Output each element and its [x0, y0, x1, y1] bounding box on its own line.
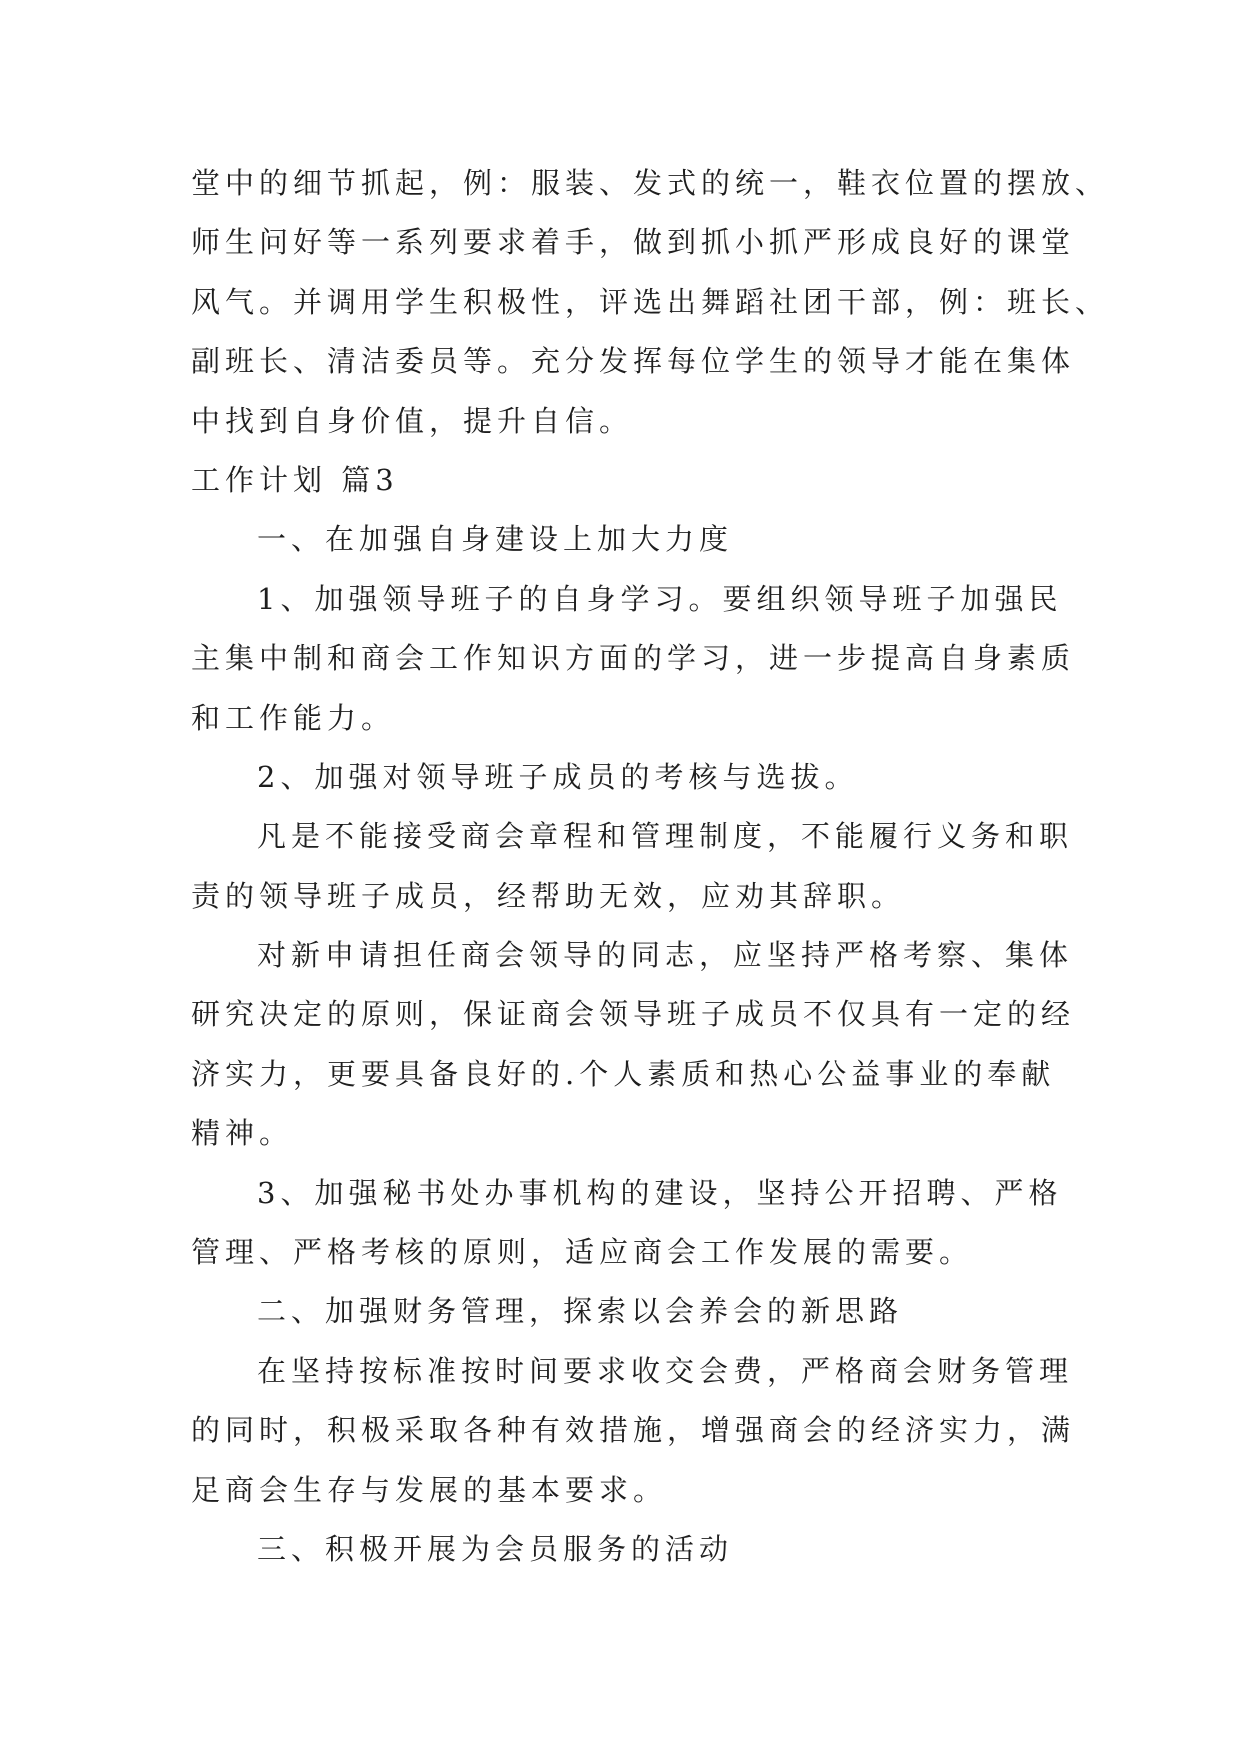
- text-line: 2、加强对领导班子成员的考核与选拔。: [257, 759, 859, 794]
- text-line: 1、加强领导班子的自身学习。要组织领导班子加强民: [257, 581, 1063, 616]
- text-line: 凡是不能接受商会章程和管理制度，不能履行义务和职: [257, 819, 1074, 854]
- text-line: 副班长、清洁委员等。充分发挥每位学生的领导才能在集体: [191, 344, 1076, 379]
- text-line: 二、加强财务管理，探索以会养会的新思路: [257, 1294, 904, 1329]
- document-body: [191, 154, 1110, 1579]
- text-line: 中找到自身价值，提升自信。: [191, 403, 634, 438]
- text-line: 一、在加强自身建设上加大力度: [257, 522, 734, 557]
- text-line: 和工作能力。: [191, 700, 396, 735]
- text-line: 济实力，更要具备良好的.个人素质和热心公益事业的奉献: [191, 1056, 1056, 1091]
- text-line: 三、积极开展为会员服务的活动: [257, 1531, 734, 1566]
- text-line: 精神。: [191, 1116, 294, 1151]
- text-line: 师生问好等一系列要求着手，做到抓小抓严形成良好的课堂: [191, 225, 1076, 260]
- text-line: 足商会生存与发展的基本要求。: [191, 1472, 668, 1507]
- text-line: 主集中制和商会工作知识方面的学习，进一步提高自身素质: [191, 641, 1076, 676]
- text-line: 风气。并调用学生积极性，评选出舞蹈社团干部，例：班长、: [191, 284, 1110, 319]
- text-line: 管理、严格考核的原则，适应商会工作发展的需要。: [191, 1235, 974, 1270]
- text-line: 3、加强秘书处办事机构的建设，坚持公开招聘、严格: [257, 1175, 1063, 1210]
- text-line: 对新申请担任商会领导的同志，应坚持严格考察、集体: [257, 938, 1074, 973]
- text-line: 责的领导班子成员，经帮助无效，应劝其辞职。: [191, 878, 906, 913]
- text-line: 研究决定的原则，保证商会领导班子成员不仅具有一定的经: [191, 997, 1076, 1032]
- text-line: 在坚持按标准按时间要求收交会费，严格商会财务管理: [257, 1353, 1074, 1388]
- text-line: 堂中的细节抓起，例：服装、发式的统一，鞋衣位置的摆放、: [191, 166, 1110, 200]
- text-line: 的同时，积极采取各种有效措施，增强商会的经济实力，满: [191, 1413, 1076, 1448]
- text-line: 工作计划 篇3: [191, 462, 399, 497]
